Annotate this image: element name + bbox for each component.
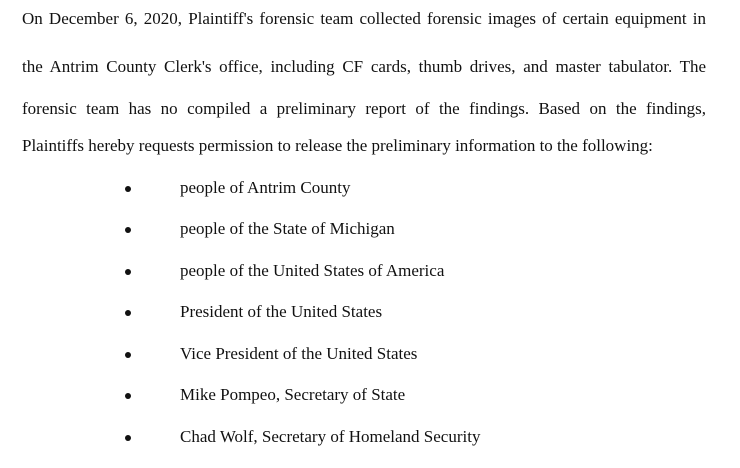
bullet-icon (125, 310, 131, 316)
bullet-icon (125, 186, 131, 192)
bullet-icon (125, 227, 131, 233)
list-item-text: people of Antrim County (180, 178, 351, 197)
list-item-text: Mike Pompeo, Secretary of State (180, 385, 406, 404)
bullet-icon (125, 435, 131, 441)
list-item-text: Vice President of the United States (180, 344, 418, 363)
paragraph-line: the Antrim County Clerk's office, including CF cards, thumb drives, and master tabulator. The (22, 57, 706, 76)
list-item-text: people of the State of Michigan (180, 219, 395, 238)
bullet-icon (125, 352, 131, 358)
paragraph-line: forensic team has no compiled a preliminary report of the findings. Based on the findings, (22, 99, 706, 118)
paragraph-line: Plaintiffs hereby requests permission to release the preliminary information to the following: (22, 136, 653, 155)
list-item-text: President of the United States (180, 302, 383, 321)
bullet-icon (125, 393, 131, 399)
paragraph-line: On December 6, 2020, Plaintiff's forensic team collected forensic images of certain equipment in (22, 9, 706, 28)
list-item-text: people of the United States of America (180, 261, 445, 280)
bullet-icon (125, 269, 131, 275)
list-item-text: Chad Wolf, Secretary of Homeland Security (180, 427, 481, 446)
